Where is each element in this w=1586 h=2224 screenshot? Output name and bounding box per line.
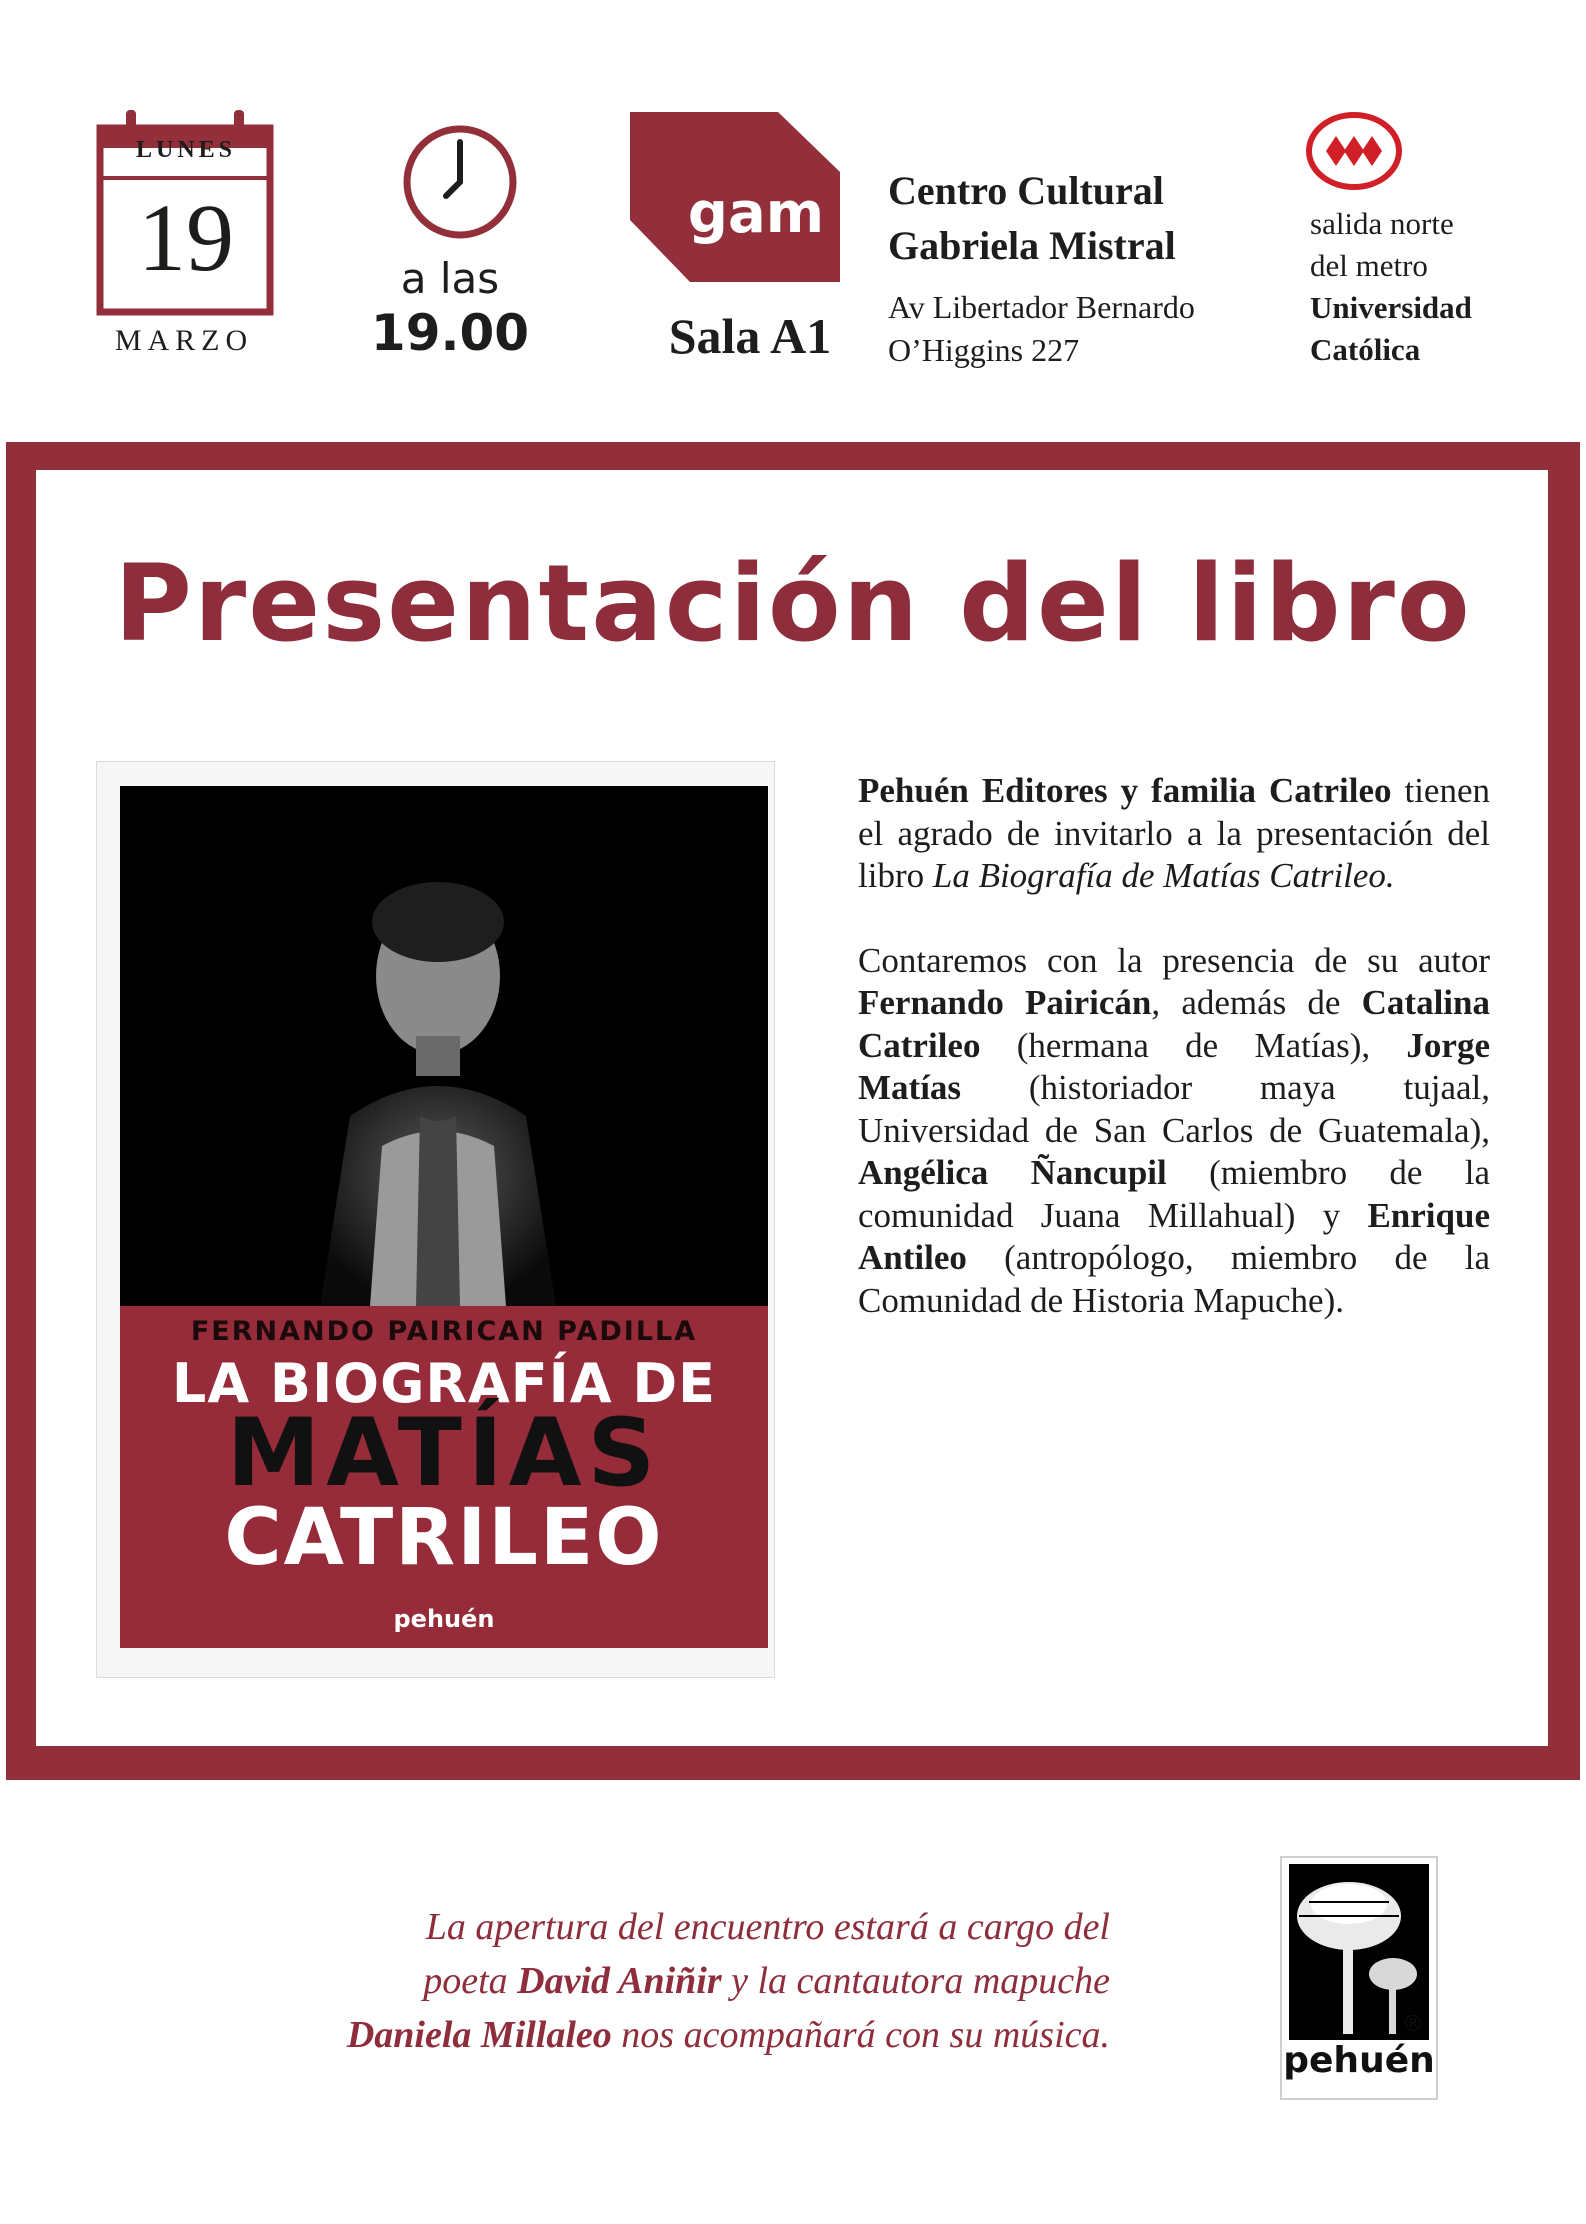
book-author: FERNANDO PAIRICAN PADILLA bbox=[190, 1316, 698, 1347]
headline: Presentación del libro bbox=[114, 542, 1472, 665]
book-title-line3: CATRILEO bbox=[224, 1493, 664, 1583]
guest-4-note: (antropólogo, miembro de la Comunidad de Historia Mapuche). bbox=[858, 1238, 1491, 1320]
closing-line2-post: y la cantautora mapuche bbox=[731, 1960, 1110, 2002]
pehuen-logo-text: pehuén bbox=[1283, 2040, 1435, 2081]
book-publisher: pehuén bbox=[393, 1605, 495, 1633]
closing-line3-post: nos acompañará con su música. bbox=[621, 2014, 1110, 2056]
closing-line2-pre: poeta bbox=[423, 1960, 508, 2002]
poet-name: David Aniñir bbox=[517, 1960, 722, 2002]
guests-text: , además de bbox=[1151, 983, 1341, 1022]
address-line2: O’Higgins 227 bbox=[888, 332, 1080, 368]
registered-mark: ® bbox=[1402, 2012, 1424, 2037]
guest-3-name: Angélica Ñancupil bbox=[858, 1153, 1167, 1192]
guest-3-note: (miembro de la comunidad Juana Millahual) y bbox=[858, 1153, 1491, 1235]
book-title-ref: La Biografía de Matías Catrileo. bbox=[932, 856, 1395, 895]
calendar-weekday: LUNES bbox=[135, 137, 237, 163]
room-name: Sala A1 bbox=[668, 308, 832, 364]
guests-intro: Contaremos con la presencia de su autor bbox=[858, 940, 1490, 980]
guest-2-note: (historiador maya tujaal, Universidad de San Carlos de Guatemala), bbox=[858, 1068, 1490, 1150]
venue-name-line2: Gabriela Mistral bbox=[888, 223, 1176, 268]
metro-station-line1: Universidad bbox=[1310, 290, 1472, 325]
closing-line1: La apertura del encuentro estará a cargo del bbox=[425, 1906, 1110, 1948]
guest-author: Fernando Pairicán bbox=[858, 983, 1152, 1022]
guest-1-note: (hermana de Matías), bbox=[1016, 1025, 1371, 1065]
venue-address bbox=[888, 286, 1195, 372]
guest-1-name: Catalina Catrileo bbox=[858, 983, 1490, 1065]
metro-line1: salida norte bbox=[1310, 206, 1454, 241]
venue-name bbox=[888, 163, 1176, 273]
guest-4-name: Enrique Antileo bbox=[858, 1195, 1490, 1277]
invitation-text-1: tienen el agrado de invitarlo a la presentación del libro bbox=[858, 771, 1491, 895]
paragraph-guests bbox=[858, 940, 1490, 1323]
book-title-line1: LA BIOGRAFÍA DE bbox=[171, 1352, 717, 1415]
metro-logo-icon bbox=[1306, 112, 1402, 190]
guest-2-name: Jorge Matías bbox=[858, 1025, 1490, 1107]
calendar-day: 19 bbox=[138, 184, 234, 291]
closing-line3 bbox=[150, 2008, 1110, 2062]
time-prefix: a las bbox=[400, 254, 500, 303]
hosts: Pehuén Editores y familia Catrileo bbox=[858, 771, 1392, 810]
calendar-month: MARZO bbox=[114, 324, 254, 357]
invitation-text bbox=[858, 770, 1490, 1322]
venue-name-line1: Centro Cultural bbox=[888, 168, 1164, 213]
closing-line2 bbox=[150, 1954, 1110, 2008]
portrait-image bbox=[120, 786, 768, 1306]
clock-icon bbox=[400, 122, 520, 242]
svg-text:gam: gam bbox=[687, 181, 825, 246]
gam-logo-icon bbox=[630, 112, 840, 282]
metro-line2: del metro bbox=[1310, 248, 1428, 283]
book-title-line2: MATÍAS bbox=[226, 1399, 662, 1508]
book-cover-photo bbox=[120, 786, 768, 1306]
paragraph-invitation bbox=[858, 770, 1490, 898]
time-value: 19.00 bbox=[370, 304, 530, 362]
address-line1: Av Libertador Bernardo bbox=[888, 289, 1195, 325]
closing-note bbox=[150, 1900, 1110, 2062]
metro-info bbox=[1310, 203, 1472, 371]
singer-name: Daniela Millaleo bbox=[346, 2014, 612, 2056]
metro-station-line2: Católica bbox=[1310, 332, 1421, 367]
